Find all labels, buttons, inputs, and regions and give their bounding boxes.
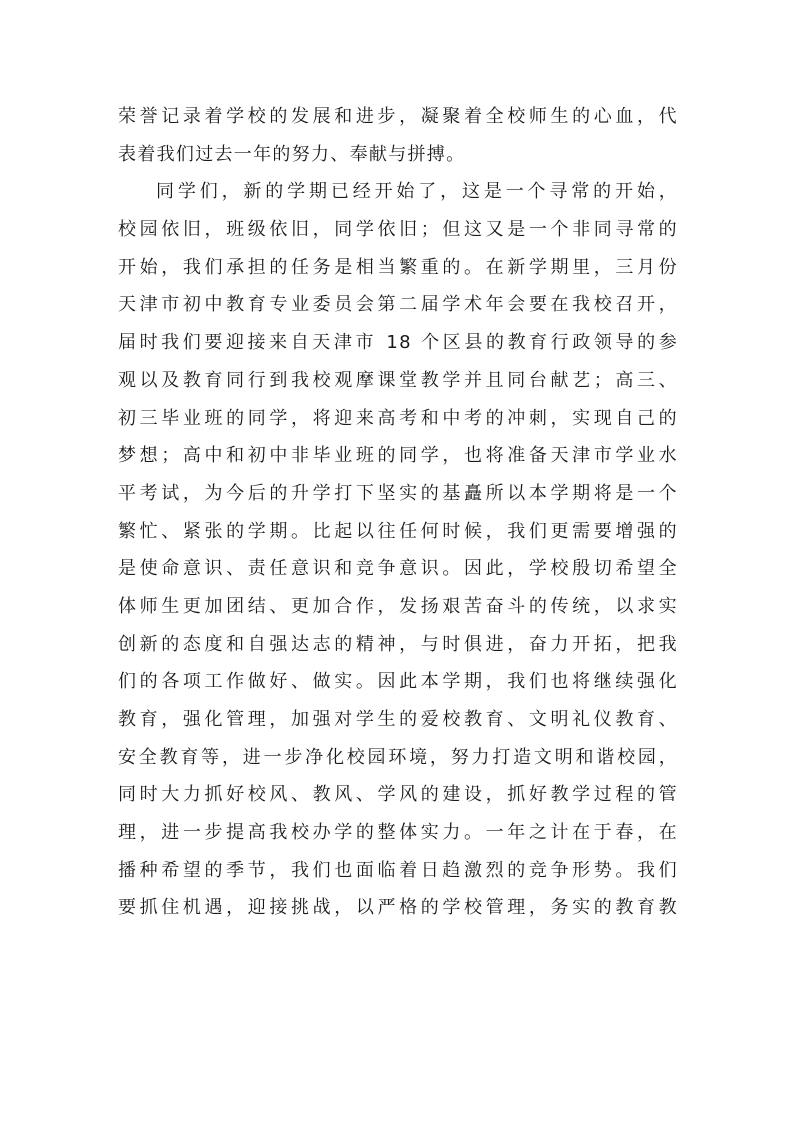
text-line: 届时我们要迎接来自天津市 18 个区县的教育行政领导的参 [118, 332, 678, 354]
text-line: 平考试，为今后的升学打下坚实的基矗所以本学期将是一个 [118, 482, 678, 504]
document-body [118, 98, 678, 927]
text-line: 开始，我们承担的任务是相当繁重的。在新学期里，三月份 [118, 256, 678, 278]
text-line: 天津市初中教育专业委员会第二届学术年会要在我校召开， [118, 294, 678, 316]
text-line: 体师生更加团结、更加合作，发扬艰苦奋斗的传统，以求实 [118, 595, 678, 617]
text-line: 要抓住机遇，迎接挑战，以严格的学校管理，务实的教育教 [118, 897, 678, 919]
text-line: 创新的态度和自强达志的精神，与时俱进，奋力开拓，把我 [118, 633, 678, 655]
text-line: 观以及教育同行到我校观摩课堂教学并且同台献艺；高三、 [118, 369, 678, 391]
text-line: 播种希望的季节，我们也面临着日趋激烈的竞争形势。我们 [118, 859, 678, 881]
text-line: 荣誉记录着学校的发展和进步，凝聚着全校师生的心血，代 [118, 106, 678, 127]
text-line: 理，进一步提高我校办学的整体实力。一年之计在于春，在 [118, 822, 678, 844]
text-line: 是使命意识、责任意识和竞争意识。因此，学校殷切希望全 [118, 558, 678, 580]
text-line: 们的各项工作做好、做实。因此本学期，我们也将继续强化 [118, 671, 678, 693]
text-line: 教育，强化管理，加强对学生的爱校教育、文明礼仪教育、 [118, 709, 678, 730]
text-line: 安全教育等，进一步净化校园环境，努力打造文明和谐校园， [118, 746, 678, 768]
text-line: 校园依旧，班级依旧，同学依旧；但这又是一个非同寻常的 [118, 219, 678, 241]
text-line: 表着我们过去一年的努力、奉献与拼搏。 [118, 143, 466, 165]
text-line: 梦想；高中和初中非毕业班的同学，也将准备天津市学业水 [118, 445, 678, 467]
text-line: 初三毕业班的同学，将迎来高考和中考的冲刺，实现自己的 [118, 407, 678, 429]
text-line: 同学们，新的学期已经开始了，这是一个寻常的开始， [156, 181, 678, 203]
text-line: 繁忙、紧张的学期。比起以往任何时候，我们更需要增强的 [118, 520, 678, 542]
text-line: 同时大力抓好校风、教风、学风的建设，抓好教学过程的管 [118, 784, 678, 806]
